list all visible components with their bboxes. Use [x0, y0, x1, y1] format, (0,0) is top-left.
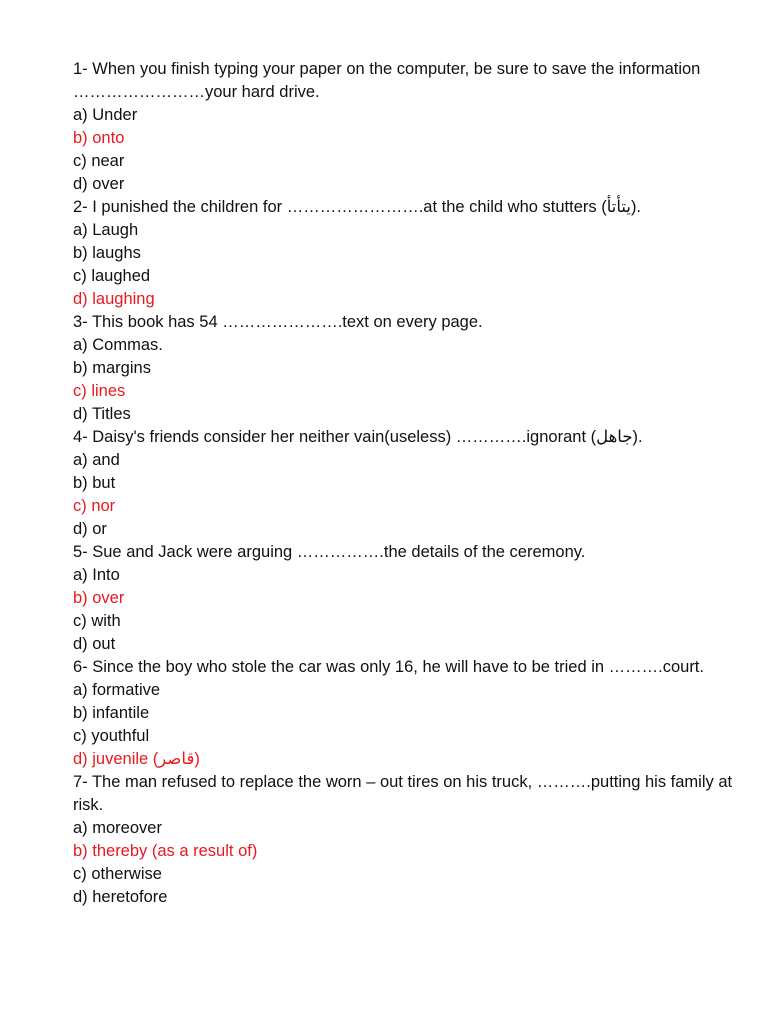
- question-text: 4- Daisy's friends consider her neither vain(useless) ………….ignorant (جاهل).: [73, 428, 643, 446]
- answer-option: d) Titles: [73, 405, 131, 423]
- answer-option: d) or: [73, 520, 107, 538]
- correct-answer-option: d) juvenile (قاصر): [73, 750, 200, 768]
- question-text: 6- Since the boy who stole the car was only 16, he will have to be tried in ……….court.: [73, 658, 704, 676]
- question-block: [73, 771, 733, 909]
- correct-answer-option: b) onto: [73, 129, 125, 147]
- answer-option: d) over: [73, 175, 125, 193]
- question-text: 7- The man refused to replace the worn – out tires on his truck, ……….putting his family at risk.: [73, 773, 733, 814]
- answer-option: c) otherwise: [73, 865, 162, 883]
- answer-option: a) and: [73, 451, 120, 469]
- correct-answer-option: b) over: [73, 589, 125, 607]
- answer-option: c) laughed: [73, 267, 151, 285]
- question-text: 5- Sue and Jack were arguing …………….the details of the ceremony.: [73, 543, 586, 561]
- answer-option: a) moreover: [73, 819, 162, 837]
- answer-option: a) Into: [73, 566, 120, 584]
- question-block: [73, 541, 733, 656]
- answer-option: b) margins: [73, 359, 151, 377]
- answer-option: b) infantile: [73, 704, 150, 722]
- correct-answer-option: d) laughing: [73, 290, 155, 308]
- answer-option: d) out: [73, 635, 116, 653]
- correct-answer-option: c) nor: [73, 497, 116, 515]
- question-block: [73, 196, 733, 311]
- question-block: [73, 58, 733, 196]
- question-block: [73, 311, 733, 426]
- answer-option: b) laughs: [73, 244, 141, 262]
- answer-option: c) youthful: [73, 727, 150, 745]
- answer-option: a) formative: [73, 681, 161, 699]
- answer-option: a) Under: [73, 106, 138, 124]
- answer-option: a) Laugh: [73, 221, 139, 239]
- answer-option: c) near: [73, 152, 125, 170]
- answer-option: b) but: [73, 474, 116, 492]
- correct-answer-option: c) lines: [73, 382, 126, 400]
- answer-option: d) heretofore: [73, 888, 168, 906]
- question-text: 1- When you finish typing your paper on the computer, be sure to save the information ……………………your hard drive.: [73, 60, 701, 101]
- question-block: [73, 426, 733, 541]
- question-text: 2- I punished the children for …………………….at the child who stutters (يتأتأ).: [73, 198, 642, 216]
- question-text: 3- This book has 54 ………………….text on every page.: [73, 313, 483, 331]
- document-body: [73, 58, 733, 909]
- question-block: [73, 656, 733, 771]
- answer-option: c) with: [73, 612, 121, 630]
- answer-option: a) Commas.: [73, 336, 163, 354]
- correct-answer-option: b) thereby (as a result of): [73, 842, 258, 860]
